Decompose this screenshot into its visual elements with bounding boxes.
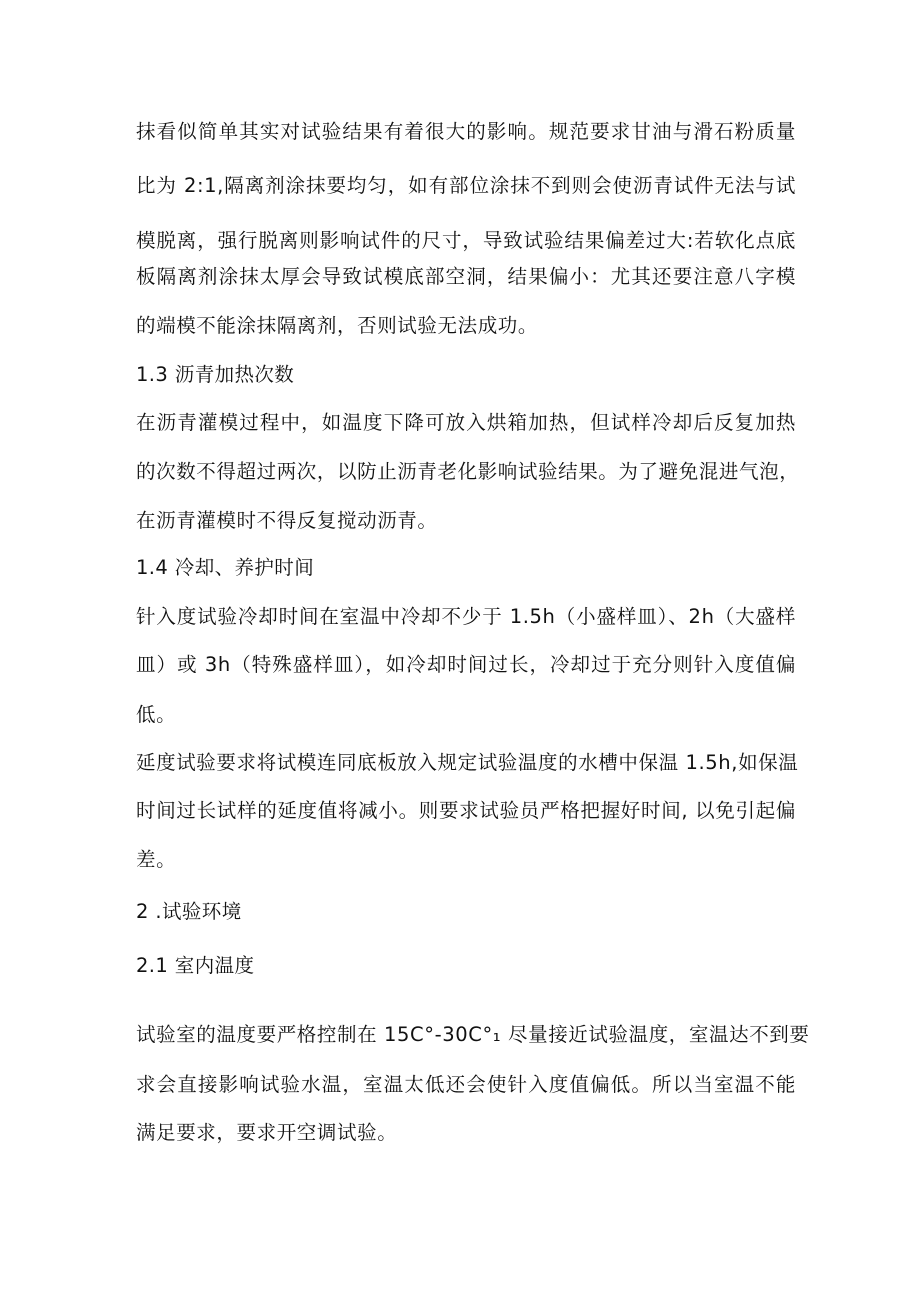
paragraph-line: 抹看似简单其实对试验结果有着很大的影响。规范要求甘油与滑石粉质量 — [136, 120, 796, 143]
paragraph-line: 满足要求，要求开空调试验。 — [136, 1121, 398, 1144]
paragraph-line: 时间过长试样的延度值将减小。则要求试验员严格把握好时间, 以免引起偏 — [136, 799, 796, 822]
paragraph-line: 求会直接影响试验水温，室温太低还会使针入度值偏低。所以当室温不能 — [136, 1073, 796, 1096]
paragraph-line: 的端模不能涂抹隔离剂，否则试验无法成功。 — [136, 314, 539, 337]
section-heading-1-4: 1.4 冷却、养护时间 — [136, 556, 315, 579]
paragraph-line: 延度试验要求将试模连同底板放入规定试验温度的水槽中保温 1.5h,如保温 — [136, 751, 799, 774]
section-heading-1-3: 1.3 沥青加热次数 — [136, 363, 295, 386]
section-heading-2: 2 .试验环境 — [136, 900, 242, 923]
paragraph-line: 差。 — [136, 848, 177, 871]
section-heading-2-1: 2.1 室内温度 — [136, 954, 255, 977]
paragraph-line: 试验室的温度要严格控制在 15C°-30C°₁ 尽量接近试验温度，室温达不到要 — [136, 1023, 810, 1046]
paragraph-line: 低。 — [136, 703, 177, 726]
paragraph-line: 皿）或 3h（特殊盛样皿），如冷却时间过长，冷却过于充分则针入度值偏 — [136, 653, 796, 676]
paragraph-line: 的次数不得超过两次，以防止沥青老化影响试验结果。为了避免混进气泡， — [136, 460, 800, 483]
paragraph-line: 板隔离剂涂抹太厚会导致试模底部空洞，结果偏小：尤其还要注意八字模 — [136, 265, 796, 288]
paragraph-line: 在沥青灌模过程中，如温度下降可放入烘箱加热，但试样冷却后反复加热 — [136, 411, 796, 434]
paragraph-line: 在沥青灌模时不得反复搅动沥青。 — [136, 509, 438, 532]
paragraph-line: 针入度试验冷却时间在室温中冷却不少于 1.5h（小盛样皿）、2h（大盛样 — [136, 605, 796, 628]
paragraph-line: 比为 2:1,隔离剂涂抹要均匀，如有部位涂抹不到则会使沥青试件无法与试 — [136, 174, 796, 197]
paragraph-line: 模脱离，强行脱离则影响试件的尺寸，导致试验结果偏差过大:若软化点底 — [136, 229, 796, 252]
